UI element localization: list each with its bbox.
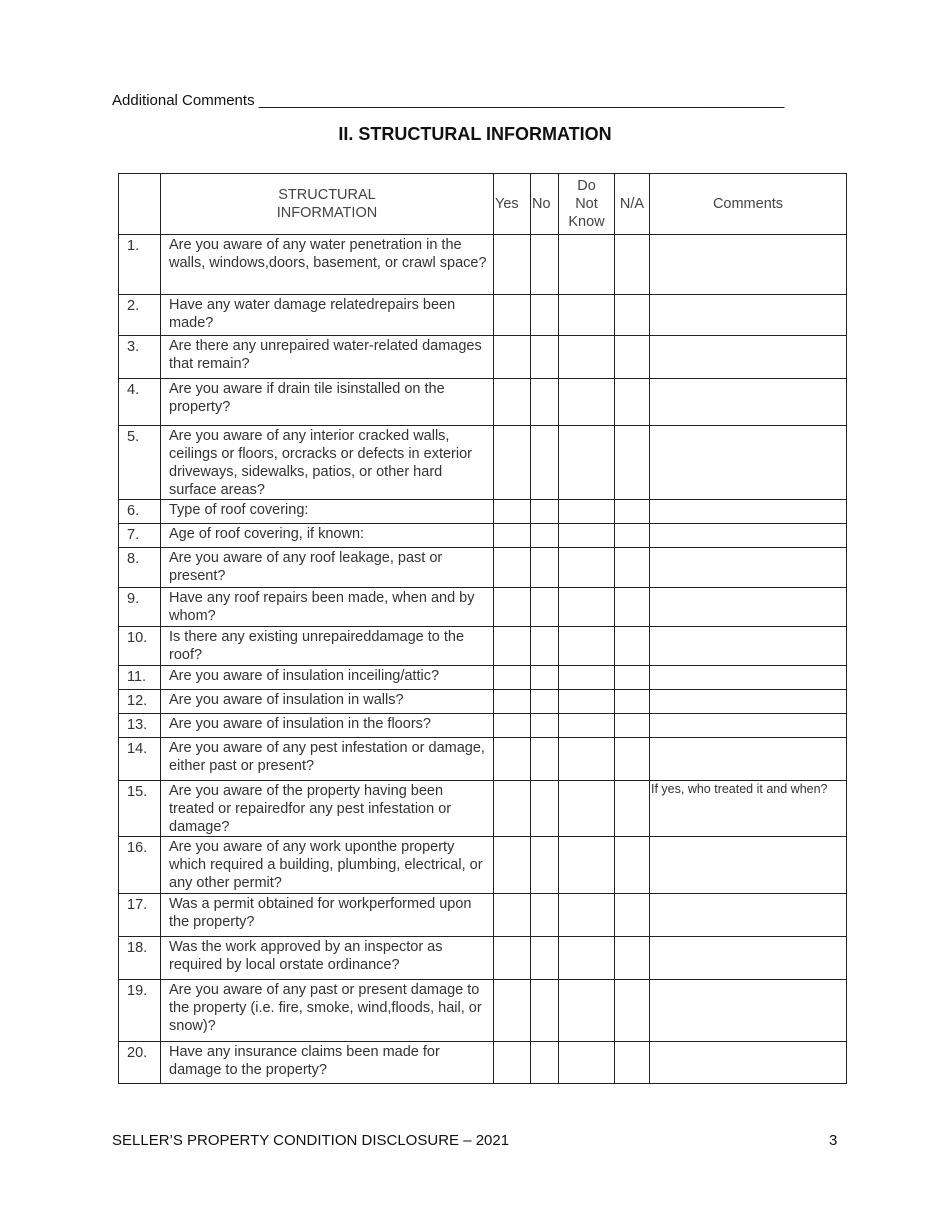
- do-not-know-cell[interactable]: [559, 738, 615, 781]
- na-cell[interactable]: [615, 738, 650, 781]
- row-number: 5.: [119, 426, 161, 500]
- comments-cell[interactable]: If yes, who treated it and when?: [650, 781, 847, 837]
- row-question: Are you aware if drain tile isinstalled on the property?: [161, 379, 494, 426]
- row-number: 3.: [119, 336, 161, 379]
- table-row: [119, 894, 847, 937]
- comments-cell[interactable]: [650, 524, 847, 548]
- row-number: 17.: [119, 894, 161, 937]
- yes-cell[interactable]: [494, 295, 531, 336]
- table-row: [119, 379, 847, 426]
- na-cell[interactable]: [615, 379, 650, 426]
- na-cell[interactable]: [615, 1042, 650, 1084]
- yes-cell[interactable]: [494, 714, 531, 738]
- row-question: Are you aware of the property having been treated or repairedfor any pest infestation or damage?: [161, 781, 494, 837]
- no-cell[interactable]: [531, 837, 559, 894]
- do-not-know-cell[interactable]: [559, 894, 615, 937]
- row-question: Are you aware of any past or present damage to the property (i.e. fire, smoke, wind,floods, hail, or snow)?: [161, 980, 494, 1042]
- table-row: [119, 295, 847, 336]
- do-not-know-cell[interactable]: [559, 336, 615, 379]
- no-cell[interactable]: [531, 894, 559, 937]
- no-cell[interactable]: [531, 690, 559, 714]
- no-cell[interactable]: [531, 781, 559, 837]
- comments-cell[interactable]: [650, 379, 847, 426]
- yes-cell[interactable]: [494, 336, 531, 379]
- row-number: 1.: [119, 235, 161, 295]
- no-cell[interactable]: [531, 500, 559, 524]
- comments-cell[interactable]: [650, 937, 847, 980]
- row-number: 16.: [119, 837, 161, 894]
- comments-cell[interactable]: [650, 295, 847, 336]
- header-na: N/A: [615, 174, 650, 235]
- no-cell[interactable]: [531, 336, 559, 379]
- yes-cell[interactable]: [494, 837, 531, 894]
- section-title: II. STRUCTURAL INFORMATION: [338, 124, 612, 144]
- table-row: [119, 837, 847, 894]
- table-row: [119, 500, 847, 524]
- additional-comments-line: Additional Comments _______________________________________________________________: [112, 92, 785, 109]
- table-row: [119, 336, 847, 379]
- do-not-know-cell[interactable]: [559, 714, 615, 738]
- header-num: [119, 174, 161, 235]
- row-question: Are you aware of any roof leakage, past or present?: [161, 548, 494, 588]
- row-question: Was a permit obtained for workperformed upon the property?: [161, 894, 494, 937]
- table-row: [119, 426, 847, 500]
- comments-cell[interactable]: [650, 235, 847, 295]
- footer-title: SELLER’S PROPERTY CONDITION DISCLOSURE – 2021: [112, 1132, 510, 1149]
- yes-cell[interactable]: [494, 500, 531, 524]
- na-cell[interactable]: [615, 627, 650, 666]
- row-number: 11.: [119, 666, 161, 690]
- na-cell[interactable]: [615, 500, 650, 524]
- do-not-know-cell[interactable]: [559, 426, 615, 500]
- yes-cell[interactable]: [494, 781, 531, 837]
- table-row: [119, 781, 847, 837]
- comments-cell[interactable]: [650, 1042, 847, 1084]
- row-question: Are you aware of insulation in walls?: [161, 690, 494, 714]
- do-not-know-cell[interactable]: [559, 500, 615, 524]
- na-cell[interactable]: [615, 295, 650, 336]
- row-question: Are you aware of any water penetration in the walls, windows,doors, basement, or crawl space?: [161, 235, 494, 295]
- header-yes: Yes: [494, 174, 531, 235]
- no-cell[interactable]: [531, 937, 559, 980]
- do-not-know-cell[interactable]: [559, 295, 615, 336]
- row-question: Are you aware of insulation inceiling/attic?: [161, 666, 494, 690]
- row-question: Is there any existing unrepaireddamage to the roof?: [161, 627, 494, 666]
- comments-cell[interactable]: [650, 588, 847, 627]
- row-question: Have any insurance claims been made for damage to the property?: [161, 1042, 494, 1084]
- na-cell[interactable]: [615, 548, 650, 588]
- table-row: [119, 690, 847, 714]
- no-cell[interactable]: [531, 714, 559, 738]
- na-cell[interactable]: [615, 894, 650, 937]
- header-dnk-line3: Know: [568, 214, 605, 230]
- row-number: 9.: [119, 588, 161, 627]
- no-cell[interactable]: [531, 235, 559, 295]
- row-question: Are you aware of any interior cracked walls, ceilings or floors, orcracks or defects in exterior driveways, sidewalks, patios, or other hard surface areas?: [161, 426, 494, 500]
- na-cell[interactable]: [615, 588, 650, 627]
- do-not-know-cell[interactable]: [559, 666, 615, 690]
- comments-cell[interactable]: [650, 426, 847, 500]
- comments-cell[interactable]: [650, 336, 847, 379]
- na-cell[interactable]: [615, 690, 650, 714]
- row-number: 18.: [119, 937, 161, 980]
- do-not-know-cell[interactable]: [559, 1042, 615, 1084]
- yes-cell[interactable]: [494, 524, 531, 548]
- row-number: 13.: [119, 714, 161, 738]
- na-cell[interactable]: [615, 235, 650, 295]
- comments-cell[interactable]: [650, 548, 847, 588]
- do-not-know-cell[interactable]: [559, 937, 615, 980]
- comments-cell[interactable]: [650, 500, 847, 524]
- comments-cell[interactable]: [650, 690, 847, 714]
- header-question-line2: INFORMATION: [276, 205, 378, 221]
- table-row: [119, 627, 847, 666]
- row-question: Have any water damage relatedrepairs been made?: [161, 295, 494, 336]
- do-not-know-cell[interactable]: [559, 980, 615, 1042]
- na-cell[interactable]: [615, 837, 650, 894]
- header-dnk-line2: Not: [575, 196, 598, 212]
- yes-cell[interactable]: [494, 980, 531, 1042]
- row-question: Was the work approved by an inspector as required by local orstate ordinance?: [161, 937, 494, 980]
- row-number: 14.: [119, 738, 161, 781]
- yes-cell[interactable]: [494, 548, 531, 588]
- do-not-know-cell[interactable]: [559, 690, 615, 714]
- no-cell[interactable]: [531, 1042, 559, 1084]
- row-question: Are you aware of insulation in the floors?: [161, 714, 494, 738]
- row-number: 20.: [119, 1042, 161, 1084]
- yes-cell[interactable]: [494, 426, 531, 500]
- yes-cell[interactable]: [494, 588, 531, 627]
- do-not-know-cell[interactable]: [559, 781, 615, 837]
- yes-cell[interactable]: [494, 937, 531, 980]
- comments-cell[interactable]: [650, 738, 847, 781]
- table-row: [119, 235, 847, 295]
- header-do-not-know: [559, 174, 615, 235]
- no-cell[interactable]: [531, 426, 559, 500]
- na-cell[interactable]: [615, 937, 650, 980]
- yes-cell[interactable]: [494, 738, 531, 781]
- comments-cell[interactable]: [650, 666, 847, 690]
- header-question: [161, 174, 494, 235]
- no-cell[interactable]: [531, 666, 559, 690]
- no-cell[interactable]: [531, 524, 559, 548]
- na-cell[interactable]: [615, 426, 650, 500]
- row-question: Are you aware of any work uponthe property which required a building, plumbing, electrical, or any other permit?: [161, 837, 494, 894]
- footer-page-number: 3: [829, 1132, 838, 1149]
- no-cell[interactable]: [531, 548, 559, 588]
- structural-info-table: [118, 173, 847, 1084]
- comments-cell[interactable]: [650, 980, 847, 1042]
- comments-cell[interactable]: [650, 894, 847, 937]
- row-number: 19.: [119, 980, 161, 1042]
- yes-cell[interactable]: [494, 894, 531, 937]
- yes-cell[interactable]: [494, 690, 531, 714]
- table-row: [119, 524, 847, 548]
- do-not-know-cell[interactable]: [559, 627, 615, 666]
- table-row: [119, 738, 847, 781]
- do-not-know-cell[interactable]: [559, 379, 615, 426]
- yes-cell[interactable]: [494, 235, 531, 295]
- row-number: 12.: [119, 690, 161, 714]
- comments-cell[interactable]: [650, 837, 847, 894]
- yes-cell[interactable]: [494, 627, 531, 666]
- table-row: [119, 666, 847, 690]
- na-cell[interactable]: [615, 336, 650, 379]
- comments-cell[interactable]: [650, 627, 847, 666]
- row-question: Type of roof covering:: [161, 500, 494, 524]
- row-question: Are you aware of any pest infestation or damage, either past or present?: [161, 738, 494, 781]
- na-cell[interactable]: [615, 781, 650, 837]
- table-row: [119, 980, 847, 1042]
- no-cell[interactable]: [531, 588, 559, 627]
- do-not-know-cell[interactable]: [559, 837, 615, 894]
- row-number: 8.: [119, 548, 161, 588]
- do-not-know-cell[interactable]: [559, 548, 615, 588]
- row-number: 7.: [119, 524, 161, 548]
- row-number: 15.: [119, 781, 161, 837]
- comments-cell[interactable]: [650, 714, 847, 738]
- yes-cell[interactable]: [494, 666, 531, 690]
- row-number: 2.: [119, 295, 161, 336]
- row-number: 4.: [119, 379, 161, 426]
- do-not-know-cell[interactable]: [559, 524, 615, 548]
- na-cell[interactable]: [615, 980, 650, 1042]
- table-row: [119, 937, 847, 980]
- table-row: [119, 714, 847, 738]
- no-cell[interactable]: [531, 627, 559, 666]
- yes-cell[interactable]: [494, 379, 531, 426]
- row-question: Are there any unrepaired water-related damages that remain?: [161, 336, 494, 379]
- na-cell[interactable]: [615, 714, 650, 738]
- table-row: [119, 1042, 847, 1084]
- header-comments: Comments: [650, 174, 847, 235]
- yes-cell[interactable]: [494, 1042, 531, 1084]
- na-cell[interactable]: [615, 524, 650, 548]
- header-question-line1: STRUCTURAL: [278, 187, 376, 203]
- header-no: No: [531, 174, 559, 235]
- no-cell[interactable]: [531, 738, 559, 781]
- row-question: Have any roof repairs been made, when and by whom?: [161, 588, 494, 627]
- row-question: Age of roof covering, if known:: [161, 524, 494, 548]
- table-row: [119, 588, 847, 627]
- row-number: 6.: [119, 500, 161, 524]
- table-row: [119, 548, 847, 588]
- no-cell[interactable]: [531, 295, 559, 336]
- table-header-row: [119, 174, 847, 235]
- header-dnk-line1: Do: [577, 178, 596, 194]
- no-cell[interactable]: [531, 980, 559, 1042]
- na-cell[interactable]: [615, 666, 650, 690]
- do-not-know-cell[interactable]: [559, 235, 615, 295]
- row-number: 10.: [119, 627, 161, 666]
- do-not-know-cell[interactable]: [559, 588, 615, 627]
- no-cell[interactable]: [531, 379, 559, 426]
